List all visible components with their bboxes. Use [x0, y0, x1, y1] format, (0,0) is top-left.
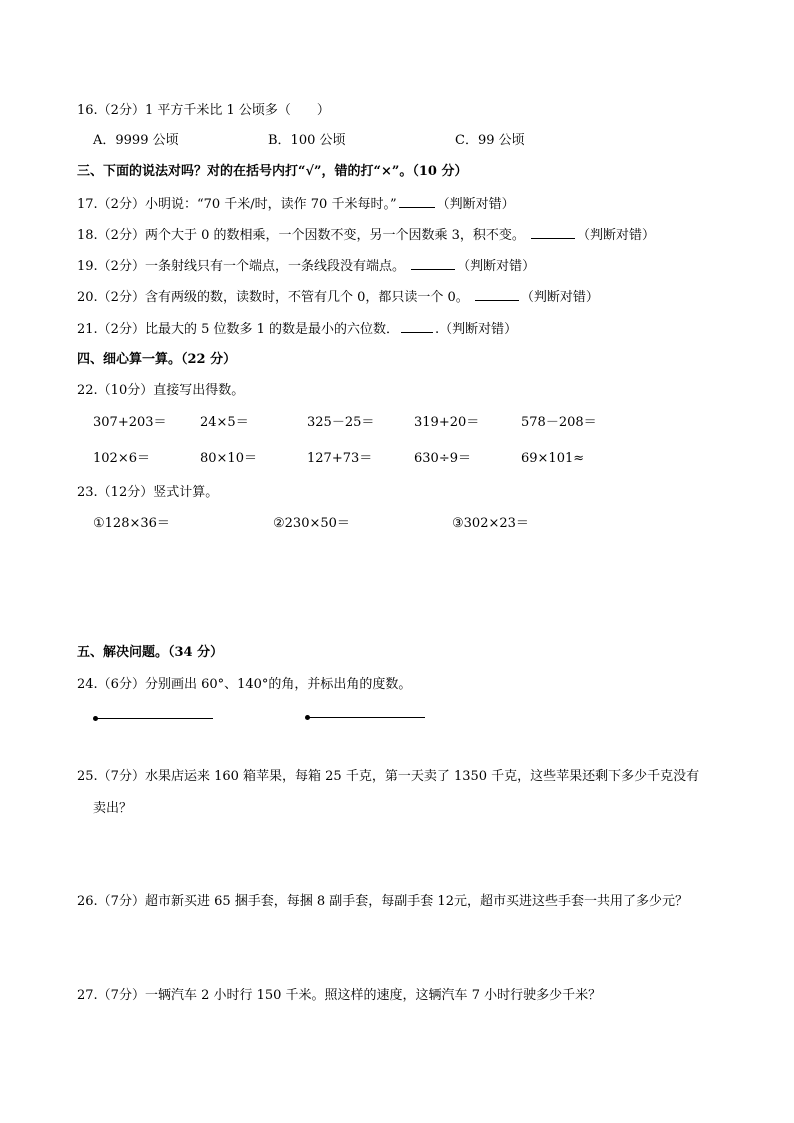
- q19-text: 19.（2分）一条射线只有一个端点，一条线段没有端点。: [77, 259, 405, 274]
- answer-blank[interactable]: [475, 288, 519, 301]
- question-25: 25.（7分）水果店运来 160 箱苹果，每箱 25 千克，第一天卖了 1350 千克，这些苹果还剩下多少千克没有: [77, 769, 700, 784]
- question-26: 26.（7分）超市新买进 65 捆手套，每捆 8 副手套，每副手套 12元，超市买进这些手套一共用了多少元？: [77, 894, 688, 909]
- question-20: [77, 288, 599, 307]
- section-5-title: 五、解决问题。（34 分）: [77, 645, 224, 660]
- vertical-calc-item: ①128×36＝: [93, 516, 170, 531]
- q16-option-a: A．9999 公顷: [93, 133, 179, 148]
- q17-text: 17.（2分）小明说：“70 千米/时，读作 70 千米每时。”: [77, 197, 397, 212]
- q20-suffix: （判断对错）: [520, 290, 599, 305]
- question-22: 22.（10分）直接写出得数。: [77, 383, 245, 398]
- q18-text: 18.（2分）两个大于 0 的数相乘，一个因数不变，另一个因数乘 3，积不变。: [77, 228, 525, 243]
- answer-blank[interactable]: [399, 195, 435, 208]
- question-24: 24.（6分）分别画出 60°、140°的角，并标出角的度数。: [77, 677, 412, 692]
- question-17: [77, 195, 515, 214]
- calc-item: 102×6＝: [93, 451, 150, 466]
- ray-line: [307, 717, 425, 718]
- calc-item: 578－208＝: [521, 415, 597, 430]
- ray-line: [95, 718, 213, 719]
- calc-item: 319+20＝: [414, 415, 480, 430]
- answer-blank[interactable]: [531, 226, 575, 239]
- vertical-calc-item: ③302×23＝: [452, 516, 529, 531]
- calc-item: 307+203＝: [93, 415, 167, 430]
- calc-item: 127+73＝: [307, 451, 373, 466]
- question-27: 27.（7分）一辆汽车 2 小时行 150 千米。照这样的速度，这辆汽车 7 小时行驶多少千米？: [77, 988, 602, 1003]
- calc-item: 69×101≈: [521, 451, 585, 466]
- question-19: [77, 257, 535, 276]
- calc-item: 24×5＝: [200, 415, 249, 430]
- q20-text: 20.（2分）含有两级的数，读数时，不管有几个 0，都只读一个 0。: [77, 290, 469, 305]
- question-18: [77, 226, 655, 245]
- answer-blank[interactable]: [411, 257, 455, 270]
- question-16: 16.（2分）1 平方千米比 1 公顷多（ ）: [77, 103, 330, 118]
- section-4-title: 四、细心算一算。（22 分）: [77, 352, 237, 367]
- q19-suffix: （判断对错）: [457, 259, 536, 274]
- q17-suffix: （判断对错）: [436, 197, 515, 212]
- calc-item: 325－25＝: [307, 415, 375, 430]
- question-25-continued: 卖出？: [93, 801, 133, 816]
- q21-text: 21.（2分）比最大的 5 位数多 1 的数是最小的六位数．: [77, 322, 400, 337]
- answer-blank[interactable]: [401, 320, 433, 333]
- question-23: 23.（12分）竖式计算。: [77, 485, 219, 500]
- calc-item: 630÷9＝: [414, 451, 471, 466]
- calc-item: 80×10＝: [200, 451, 257, 466]
- section-3-title: 三、下面的说法对吗？对的在括号内打“√”，错的打“×”。（10 分）: [77, 164, 468, 179]
- question-21: [77, 320, 517, 339]
- q18-suffix: （判断对错）: [577, 228, 656, 243]
- q21-suffix: .（判断对错）: [435, 322, 518, 337]
- q16-option-c: C．99 公顷: [455, 133, 525, 148]
- vertical-calc-item: ②230×50＝: [273, 516, 350, 531]
- q16-option-b: B．100 公顷: [268, 133, 346, 148]
